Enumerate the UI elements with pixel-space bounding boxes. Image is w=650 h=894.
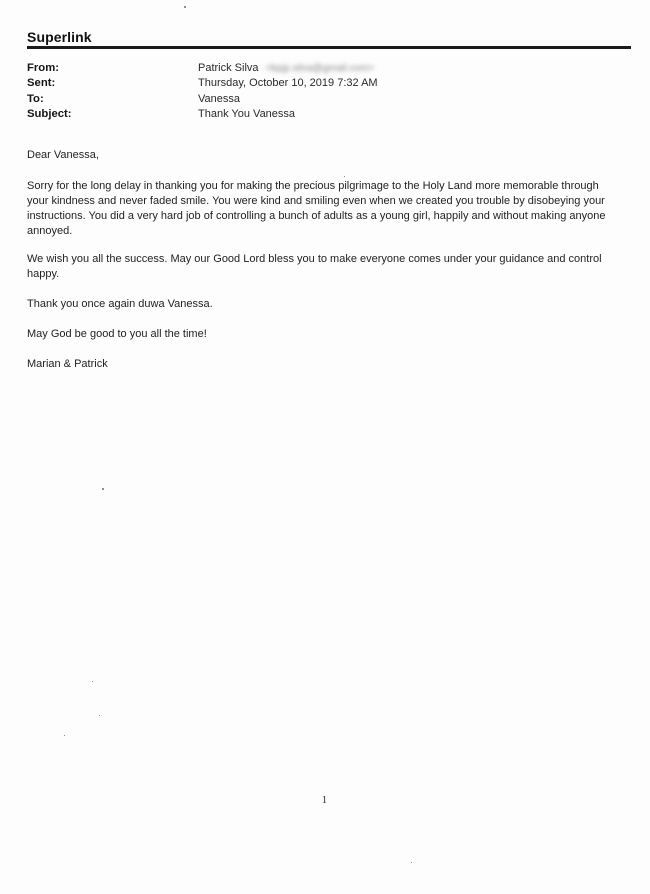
paragraph-1-line-2: your kindness and never faded smile. You were kind and smiling even when we created you trouble by disobeying your <box>27 195 605 207</box>
paragraph-4: May God be good to you all the time! <box>27 328 207 340</box>
email-headers <box>27 61 627 122</box>
scan-speck <box>184 6 186 8</box>
subject-label: Subject: <box>27 107 72 120</box>
scan-speck <box>92 681 93 682</box>
scan-speck <box>344 176 345 177</box>
paragraph-2-line-1: We wish you all the success. May our Good Lord bless you to make everyone comes under your guidance and control <box>27 253 602 265</box>
subject-row <box>27 107 627 122</box>
signoff: Marian & Patrick <box>27 358 108 370</box>
to-row <box>27 92 627 107</box>
from-row <box>27 61 627 76</box>
sent-value: Thursday, October 10, 2019 7:32 AM <box>198 77 378 90</box>
scan-speck <box>102 488 104 490</box>
paragraph-2 <box>27 252 627 282</box>
brand-title: Superlink <box>27 29 92 45</box>
scan-speck <box>411 862 412 863</box>
paragraph-1-line-1: Sorry for the long delay in thanking you for making the precious pilgrimage to the Holy Land more memorable through <box>27 180 599 192</box>
header-divider <box>27 46 631 49</box>
paragraph-3: Thank you once again duwa Vanessa. <box>27 298 213 310</box>
greeting: Dear Vanessa, <box>27 149 99 161</box>
sent-label: Sent: <box>27 77 56 90</box>
scan-speck <box>64 735 65 736</box>
to-value: Vanessa <box>198 92 240 105</box>
paragraph-1 <box>27 179 627 239</box>
page-number: 1 <box>322 795 327 806</box>
to-label: To: <box>27 92 44 105</box>
from-name: Patrick Silva <box>198 62 259 74</box>
paragraph-1-line-3: instructions. You did a very hard job of controlling a bunch of adults as a young girl, happily and without making anyone <box>27 210 606 222</box>
sent-row <box>27 76 627 91</box>
paragraph-2-line-2: happy. <box>27 268 60 280</box>
subject-value: Thank You Vanessa <box>198 107 296 120</box>
from-email-redacted: <kpjp.silva@gmail.com> <box>265 63 375 74</box>
paragraph-1-line-4: annoyed. <box>27 225 73 237</box>
scan-speck <box>99 715 100 716</box>
from-value <box>198 61 374 76</box>
from-label: From: <box>27 62 60 74</box>
